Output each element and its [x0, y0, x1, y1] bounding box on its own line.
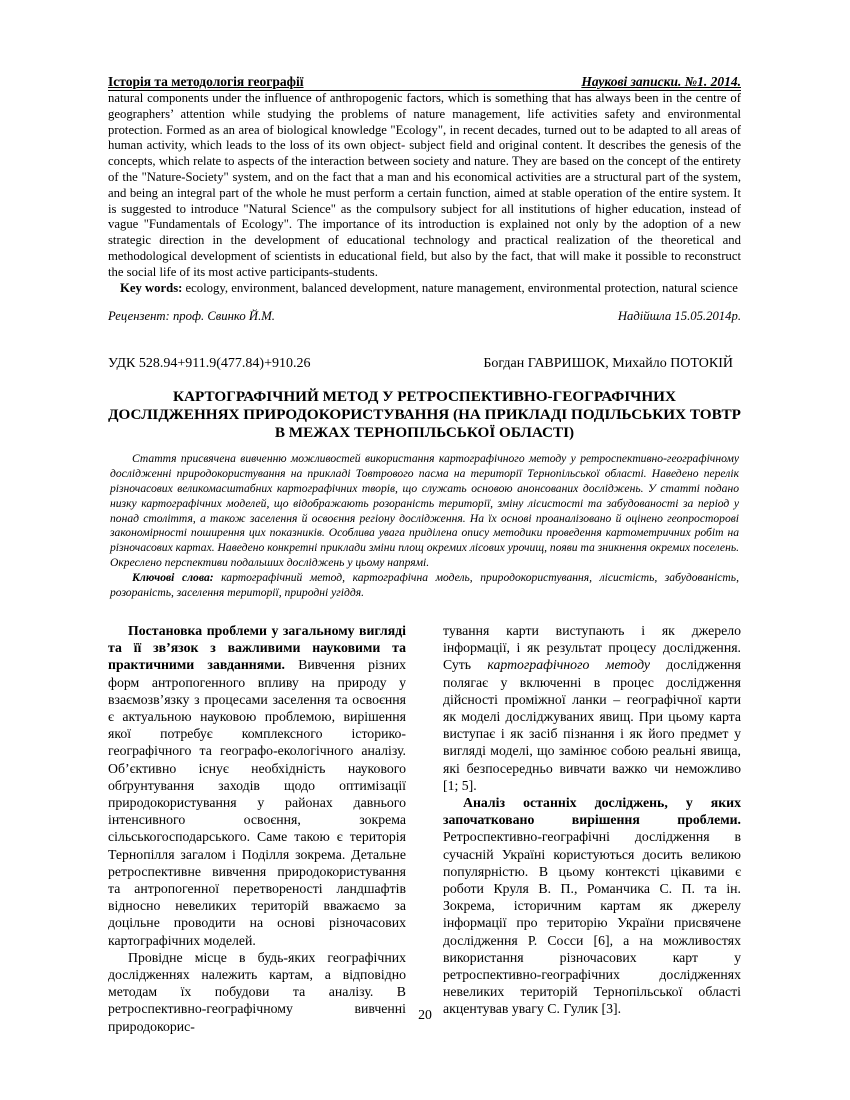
right-column — [443, 622, 741, 1035]
english-keywords-text: ecology, environment, balanced development, nature management, environmental protection, natural science — [182, 280, 738, 295]
reviewer: Рецензент: проф. Свинко Й.М. — [108, 309, 275, 324]
received-date: Надійшла 15.05.2014р. — [617, 309, 741, 324]
ukrainian-keywords-text: картографічний метод, картографічна модель, природокористування, лісистість, забудованість, розораність, заселення території, природні угіддя. — [110, 570, 739, 599]
right-paragraph-1 — [443, 622, 741, 794]
right-paragraph-1-part-b: дослідження полягає у включенні в процес дослідження дійсності проміжної ланки – географічної карти як моделі досліджуваних явищ. При цьому карта виступає і як засіб пізнання і як його предмет у вигляді моделі, що замінює собою реальні явища, які безпосередньо вивчати важко чи неможливо [1; 5]. — [443, 657, 741, 793]
udk-code: УДК 528.94+911.9(477.84)+910.26 — [108, 356, 311, 372]
left-column — [108, 622, 406, 1035]
article-title: КАРТОГРАФІЧНИЙ МЕТОД У РЕТРОСПЕКТИВНО-ГЕОГРАФІЧНИХ ДОСЛІДЖЕННЯХ ПРИРОДОКОРИСТУВАННЯ (НА ПРИКЛАДІ ПОДІЛЬСЬКИХ ТОВТР В МЕЖАХ ТЕРНОПІЛЬСЬКОЇ ОБЛАСТІ) — [108, 388, 741, 442]
left-paragraph-2: Провідне місце в будь-яких географічних дослідженнях належить картам, а відповідно методам їх побудови та аналізу. В ретроспективно-географічному вивченні природокорис- — [108, 949, 406, 1034]
ukrainian-abstract: Стаття присвячена вивченню можливостей використання картографічного методу у ретроспективно-географічному дослідженні природокористування на прикладі Товтрового пасма на території Тернопільської області. Наведено перелік різночасових великомасштабних картографічних творів, що служать основою анонсованих досліджень. У статті подано низку картографічних моделей, що відображають розораність території, зміну лісистості та забудованості за період у понад століття, а також заселення й освоєння регіону дослідження. На їх основі проаналізовано й оцінено геопросторові закономірності поширення цих показників. Особлива увага приділена опису методики проведення картометричних робіт на різночасових картах. Наведено конкретні приклади зміни площ окремих лісових урочищ, появи та зникнення окремих поселень. Окреслено перспективи подальших досліджень у цьому напрямі. — [110, 452, 739, 569]
right-paragraph-1-part-a: тування карти виступають і як джерело інформації, і як результат процесу дослідження. Суть — [443, 623, 741, 673]
article-authors: Богдан ГАВРИШОК, Михайло ПОТОКІЙ — [483, 356, 733, 372]
section-heading-problem: Постановка проблеми у загальному виглядi та її зв’язок з важливими науковими та практичними завданнями. — [108, 623, 406, 673]
english-abstract: natural components under the influence of anthropogenic factors, which is something that has always been in the centre of geographers’ attention while studying the problems of nature management, life activities safety and environmental protection. Formed as an area of biological knowledge "Ecology", in recent decades, turned out to be adapted to all areas of human activity, which leads to the loss of its own object- subject field and original content. It describes the genesis of the concepts, which relate to aspects of the interaction between society and nature. They are based on the concept of the entirety of the "Nature-Society" system, and on the fact that a man and his economical activities are a structural part of the system, and being an integral part of the whole he must perform a certain function, aimed at stable operation of the entire system. It is suggested to introduce "Natural Science" as the compulsory subject for all institutions of higher education, instead of vague "Fundamentals of Ecology". The importance of its introduction is explained not only by the adoption of a new strategic direction in the development of educational technology and practical realization of the theoretical and methodological development of scientists in educational field, but also by the fact, that will make it possible to reconstruct the social life of its most active participants-students. — [108, 91, 741, 279]
english-keywords — [108, 281, 741, 297]
section-heading-analysis: Аналіз останніх досліджень, у яких започатковано вирішення проблеми. — [443, 795, 741, 828]
udk-authors-row — [108, 356, 741, 372]
left-paragraph-1 — [108, 622, 406, 949]
page-number: 20 — [418, 1007, 432, 1022]
body-columns — [108, 622, 741, 1035]
right-paragraph-2-text: Ретроспективно-географічні дослідження в сучасній Україні користуються досить великою популярністю. В цьому контексті цікавими є роботи Круля В. П., Романчика С. П. та ін. Зокрема, історичним картам як джерелу інформації про територію України присвячене дослідження Р. Сосси [6], а на можливостях використання різночасових карт у ретроспективно-географічних дослідженнях невеликих територій Тернопільської області акцентував увагу С. Гулик [3]. — [443, 829, 741, 1017]
right-paragraph-2 — [443, 794, 741, 1018]
page-content — [108, 74, 741, 600]
cartographic-method-term: картографічного методу — [487, 657, 650, 673]
header-journal-title: Наукові записки. №1. 2014. — [581, 74, 741, 89]
running-header — [108, 74, 741, 91]
left-paragraph-1-text: Вивчення різних форм антропогенного впливу на природу у взаємозв’язку з процесами заселення та освоєння є актуальною науковою проблемою, вирішення якої потребує комплексного історико-географічного та географо-екологічного аналізу. Об’єктивно існує необхідність наукового обґрунтування заходів щодо оптимізації природокористування у районах давнього інтенсивного освоєння, зокрема сільськогосподарського. Саме такою є територія Тернопілля загалом і Поділля зокрема. Детальне ретроспективне вивчення природокористування та антропогенної перетвореності ландшафтів відносно невеликих територій вважаємо за доцільне проводити на основі різночасових картографічних моделей. — [108, 657, 407, 948]
ukrainian-keywords-label: Ключові слова: — [132, 570, 214, 584]
english-keywords-label: Key words: — [120, 280, 183, 295]
ukrainian-keywords — [110, 571, 739, 601]
review-line — [108, 309, 741, 324]
header-section-title: Історія та методологія географії — [108, 74, 304, 89]
